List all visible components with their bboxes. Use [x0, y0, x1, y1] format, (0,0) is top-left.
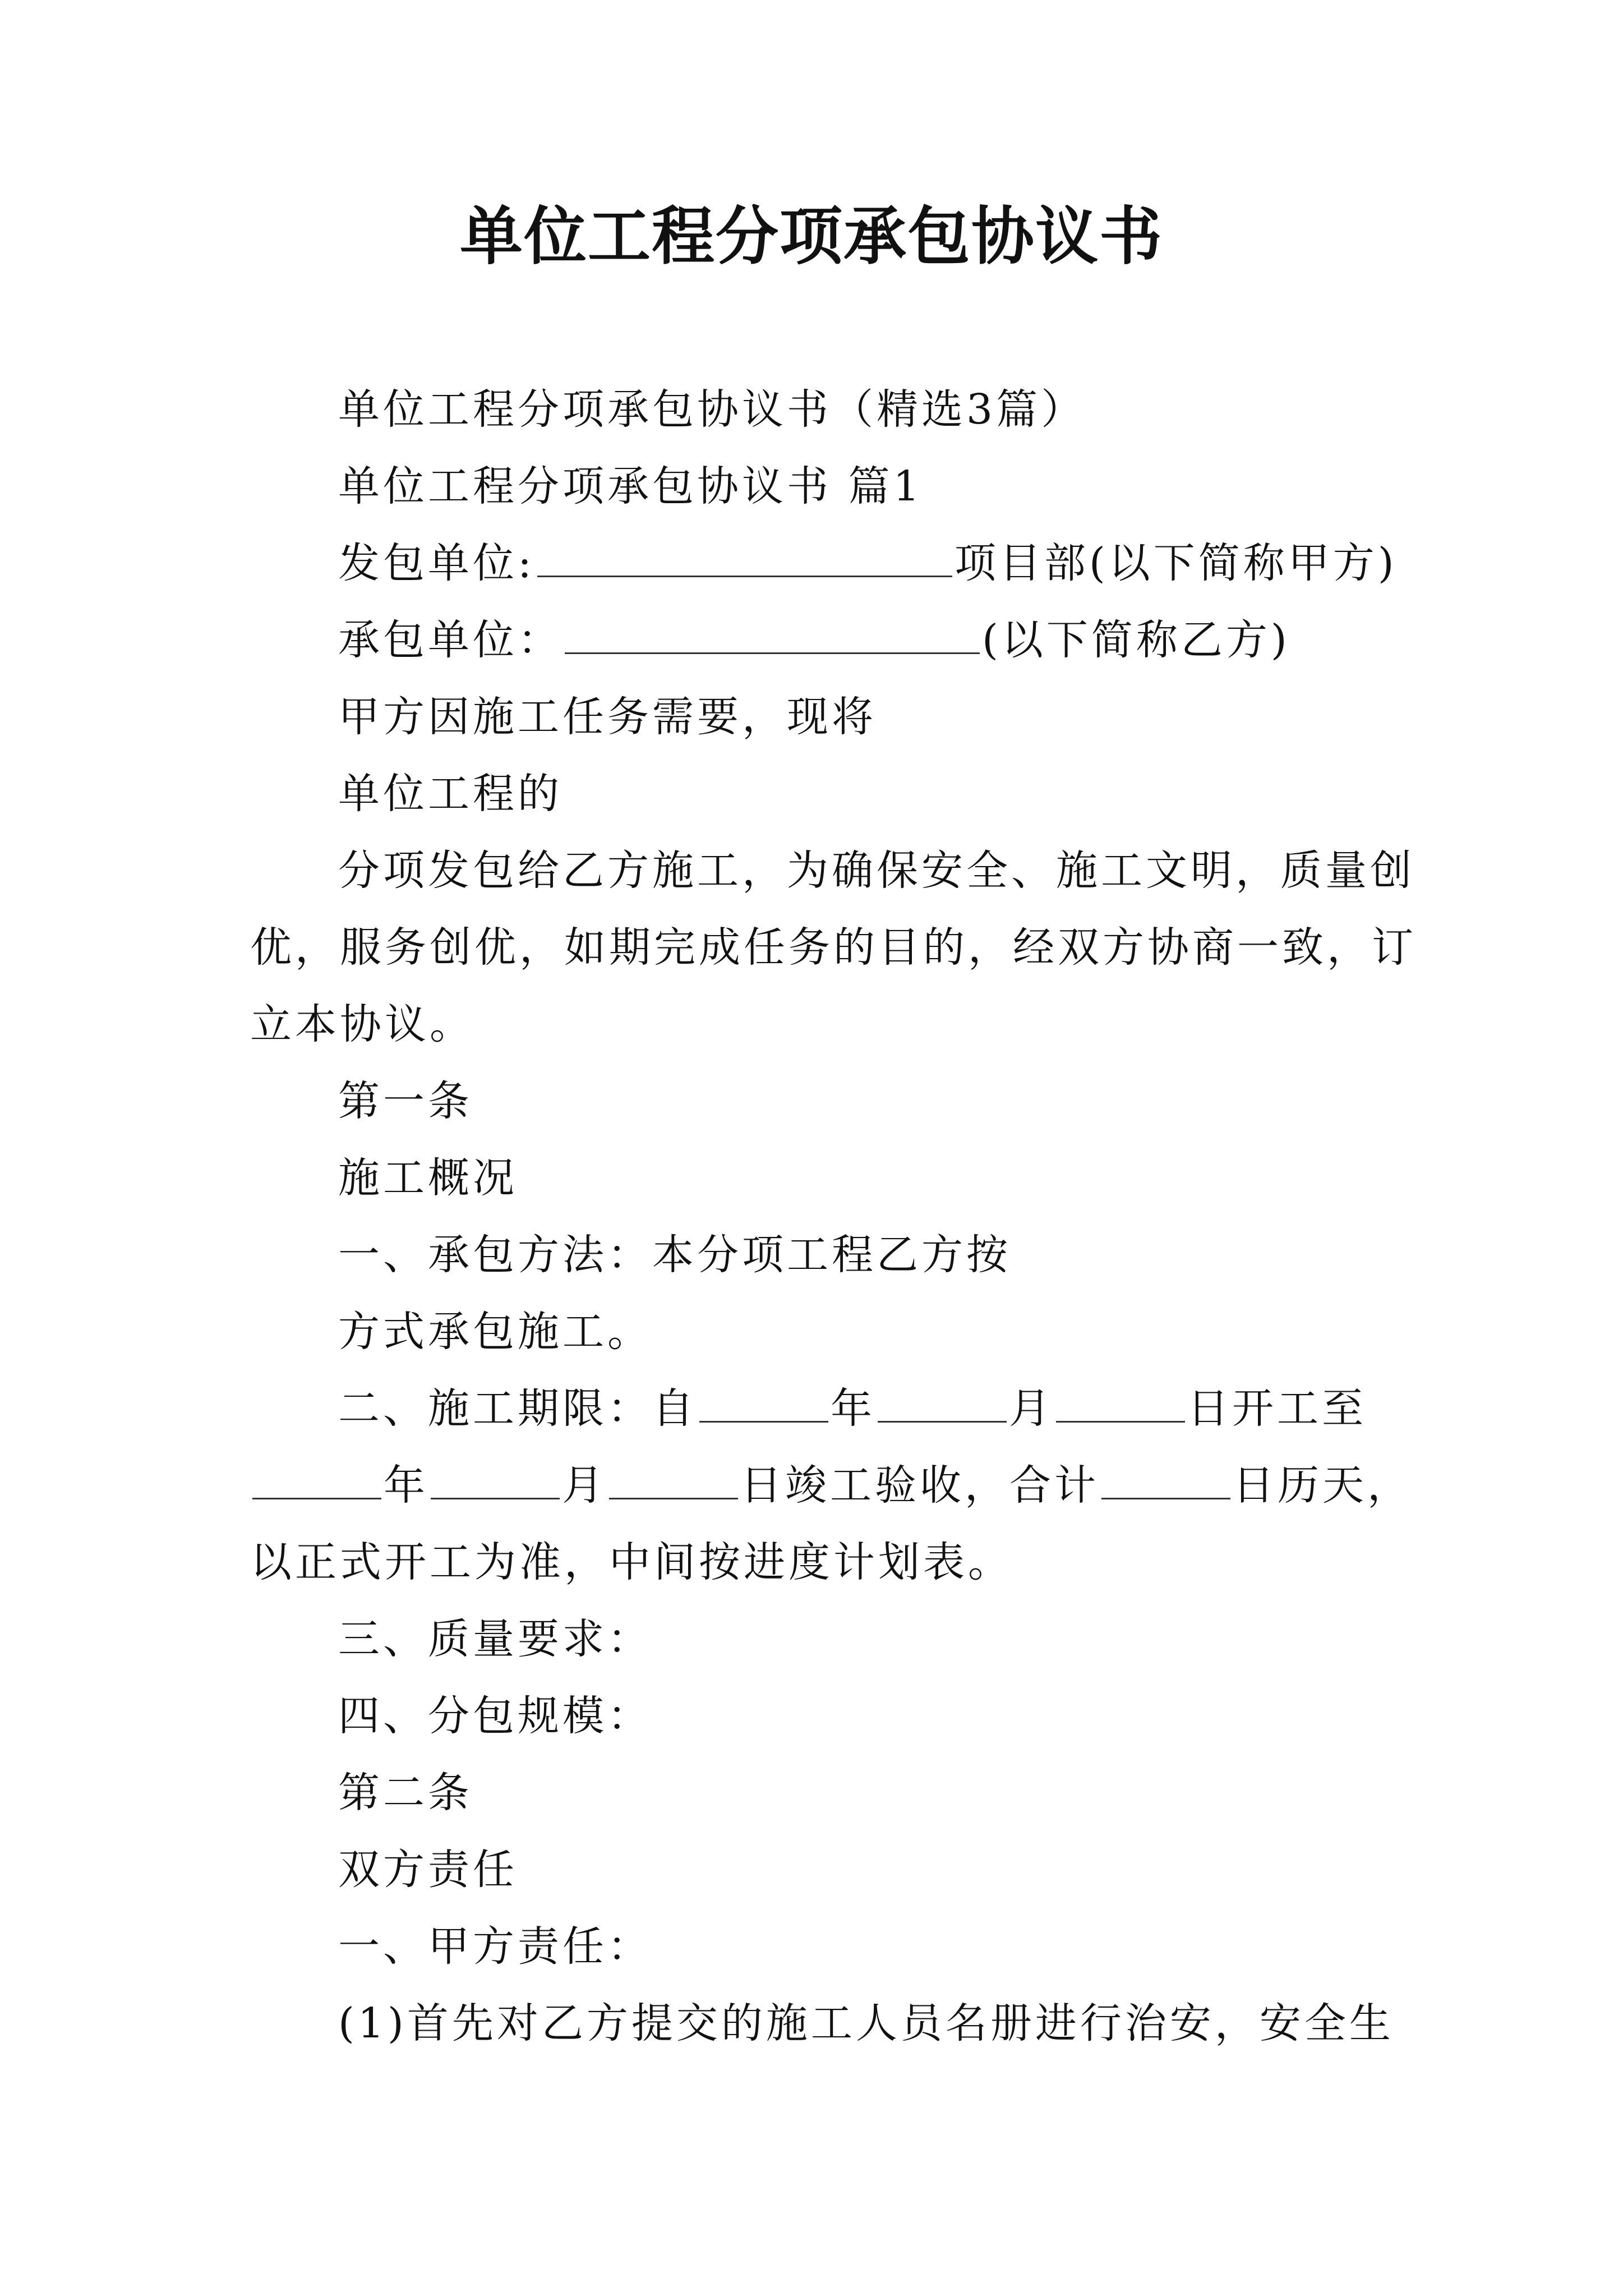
month-label: 月	[1009, 1384, 1054, 1433]
clause-line: 方式承包施工。	[338, 1308, 652, 1356]
article-subheading: 双方责任	[338, 1846, 518, 1894]
calendar-days-label: 日历天，	[1233, 1461, 1412, 1510]
contractor-label: 发包单位:	[338, 539, 535, 587]
completion-label: 日竣工验收，合计	[740, 1461, 1099, 1510]
year-blank	[699, 1385, 828, 1423]
period-line	[338, 1381, 1367, 1437]
paragraph-line: 立本协议。	[250, 1000, 474, 1048]
month-blank	[431, 1462, 560, 1499]
subcontractor-blank	[565, 616, 980, 654]
day-blank	[609, 1462, 738, 1499]
document-title: 单位工程分项承包协议书	[460, 200, 1163, 273]
paragraph-line: 分项发包给乙方施工，为确保安全、施工文明，质量创	[338, 846, 1415, 895]
article-subheading: 施工概况	[338, 1154, 518, 1202]
clause-line: 一、承包方法：本分项工程乙方按	[338, 1231, 1011, 1279]
clause-line: 四、分包规模：	[338, 1692, 652, 1740]
subcontractor-label: 承包单位：	[338, 616, 562, 664]
year-label: 年	[384, 1461, 428, 1510]
paragraph-line: 优，服务创优，如期完成任务的目的，经双方协商一致，订	[250, 923, 1417, 972]
clause-line: 三、质量要求：	[338, 1615, 652, 1663]
period-label: 二、施工期限：自	[338, 1384, 697, 1433]
period-line-2	[250, 1457, 1412, 1513]
subtitle-line: 单位工程分项承包协议书（精选3篇）	[338, 385, 1086, 434]
subcontractor-line	[338, 612, 1290, 668]
section-heading: 单位工程分项承包协议书 篇1	[338, 462, 923, 510]
paragraph-line: 单位工程的	[338, 770, 562, 818]
article-heading: 第一条	[338, 1077, 473, 1125]
month-blank	[878, 1385, 1007, 1423]
paragraph-line: 甲方因施工任务需要，现将	[338, 693, 877, 741]
month-label: 月	[562, 1461, 607, 1510]
clause-line: 一、甲方责任：	[338, 1922, 652, 1971]
total-days-blank	[1101, 1462, 1230, 1499]
subcontractor-suffix: (以下简称乙方)	[982, 616, 1290, 664]
year-blank	[252, 1462, 381, 1499]
contractor-line	[338, 535, 1398, 591]
clause-line: (1)首先对乙方提交的施工人员名册进行治安，安全生	[338, 1999, 1394, 2047]
contractor-blank	[537, 540, 952, 577]
paragraph-line: 以正式开工为准，中间按进度计划表。	[250, 1538, 1013, 1586]
day-blank	[1056, 1385, 1185, 1423]
year-label: 年	[831, 1384, 875, 1433]
start-label: 日开工至	[1187, 1384, 1367, 1433]
article-heading: 第二条	[338, 1769, 473, 1817]
contractor-suffix: 项目部(以下简称甲方)	[954, 539, 1398, 587]
